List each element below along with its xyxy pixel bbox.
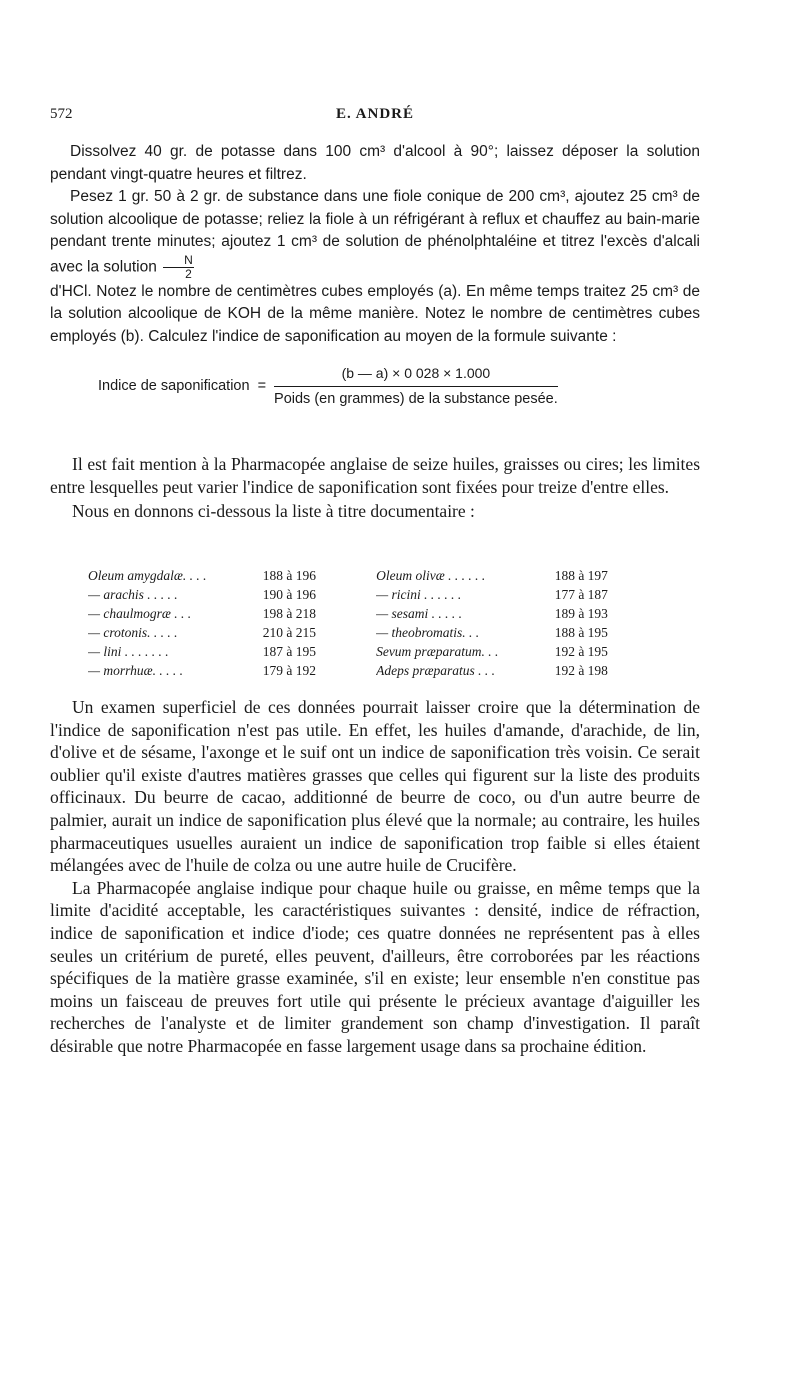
table-row <box>88 585 668 604</box>
saponification-range-right: 192 à 198 <box>554 663 608 678</box>
saponification-range-left: 179 à 192 <box>262 663 317 678</box>
oil-name-right: Sevum præparatum. . . <box>376 644 499 659</box>
discussion-paragraph-2: La Pharmacopée anglaise indique pour chaque huile ou graisse, en même temps que la limite d'acidité acceptable, les caractéristiques suivantes : densité, indice de réfraction, indice de saponification et indice d'iode; ces quatre données ne représentent pas à elles seules un critérium de pureté, elles peuvent, d'ailleurs, être corroborées par les réactions spécifiques de la matière grasse examinée, s'il en existe; leur ensemble n'en constitue pas moins un faisceau de preuves fort utile qui présente le précieux avantage d'aiguiller les recherches de l'analyste et de limiter grandement son champ d'investigation. Il paraît désirable que notre Pharmacopée en fasse largement usage dans sa prochaine édition. <box>50 877 700 1056</box>
method-text-before-fraction: Pesez 1 gr. 50 à 2 gr. de substance dans une fiole conique de 200 cm³, ajoutez 25 cm³ de solution alcoolique de potasse; reliez la fiole à un réfrigérant à reflux et chauffez au bain-marie pendant trente minutes; ajoutez 1 cm³ de solution de phénolphtaléine et titrez l'excès d'alcali avec la solution <box>50 188 700 276</box>
formula-lhs: Indice de saponification <box>98 377 250 394</box>
saponification-range-left: 198 à 218 <box>262 606 317 621</box>
saponification-formula <box>98 362 700 410</box>
table-row <box>88 661 668 680</box>
oil-name-left: — chaulmogræ . . . <box>88 606 192 621</box>
saponification-range-right: 177 à 187 <box>554 587 608 602</box>
oil-name-left: — lini . . . . . . . <box>88 644 169 659</box>
oil-name-right: — sesami . . . . . <box>376 606 462 621</box>
saponification-table <box>88 566 668 680</box>
oil-name-right: Adeps præparatus . . . <box>376 663 495 678</box>
saponification-range-right: 192 à 195 <box>554 644 608 659</box>
page-header <box>50 106 700 128</box>
saponification-range-left: 190 à 196 <box>262 587 317 602</box>
table-row <box>88 623 668 642</box>
table-row <box>88 604 668 623</box>
saponification-range-right: 189 à 193 <box>554 606 608 621</box>
intro-paragraph-1: Il est fait mention à la Pharmacopée anglaise de seize huiles, graisses ou cires; les limites entre lesquelles peut varier l'indice de saponification sont fixées pour treize d'entre elles. <box>50 454 700 498</box>
method-paragraph-2 <box>50 186 700 281</box>
oil-name-right: — ricini . . . . . . <box>376 587 462 602</box>
saponification-range-right: 188 à 195 <box>554 625 608 640</box>
oil-name-left: — arachis . . . . . <box>88 587 178 602</box>
oil-name-left: Oleum amygdalæ. . . . <box>88 568 207 583</box>
formula-equals: = <box>257 377 267 394</box>
intro-section <box>50 453 700 523</box>
formula-fraction <box>274 362 558 410</box>
saponification-range-right: 188 à 197 <box>554 568 608 583</box>
oil-name-left: — crotonis. . . . . <box>88 625 178 640</box>
running-head: E. ANDRÉ <box>335 106 414 122</box>
oil-name-right: Oleum olivæ . . . . . . <box>376 568 486 583</box>
intro-paragraph-2: Nous en donnons ci-dessous la liste à titre documentaire : <box>72 500 475 521</box>
saponification-range-left: 188 à 196 <box>262 568 317 583</box>
normal-solution-fraction <box>163 254 194 281</box>
fraction-numerator: N <box>163 254 194 268</box>
oil-name-right: — theobromatis. . . <box>376 625 480 640</box>
formula-denominator: Poids (en grammes) de la substance pesée. <box>274 390 558 407</box>
page-number: 572 <box>50 106 73 122</box>
saponification-range-left: 187 à 195 <box>262 644 317 659</box>
method-section <box>50 141 700 418</box>
discussion-paragraph-1: Un examen superficiel de ces données pourrait laisser croire que la détermination de l'indice de saponification n'est pas utile. En effet, les huiles d'amande, d'arachide, de lin, d'olive et de sésame, l'axonge et le suif ont un indice de saponification très voisin. Ce serait oublier qu'il existe d'autres matières grasses que celles qui figurent sur la liste des produits officinaux. Du beurre de cacao, additionné de beurre de coco, ou d'un autre beurre de palmier, aurait un indice de saponification plus élevé que la normale; au contraire, les huiles pharmaceutiques usuelles auraient un indice de saponification trop faible si elles étaient mélangées avec de l'huile de colza ou une autre huile de Crucifère. <box>50 697 700 876</box>
fraction-denominator: 2 <box>185 266 192 281</box>
table-row <box>88 642 668 661</box>
table-row <box>88 566 668 585</box>
formula-numerator: (b — a) × 0 028 × 1.000 <box>274 362 558 387</box>
discussion-section <box>50 696 700 1058</box>
method-paragraph-2-continued: d'HCl. Notez le nombre de centimètres cubes employés (a). En même temps traitez 25 cm³ de la solution alcoolique de KOH de la même manière. Notez le nombre de centimètres cubes employés (b). Calculez l'indice de saponification au moyen de la formule suivante : <box>50 282 700 345</box>
method-paragraph-1: Dissolvez 40 gr. de potasse dans 100 cm³ d'alcool à 90°; laissez déposer la solution pendant vingt-quatre heures et filtrez. <box>50 143 700 183</box>
oil-name-left: — morrhuæ. . . . . <box>88 663 184 678</box>
saponification-range-left: 210 à 215 <box>262 625 317 640</box>
